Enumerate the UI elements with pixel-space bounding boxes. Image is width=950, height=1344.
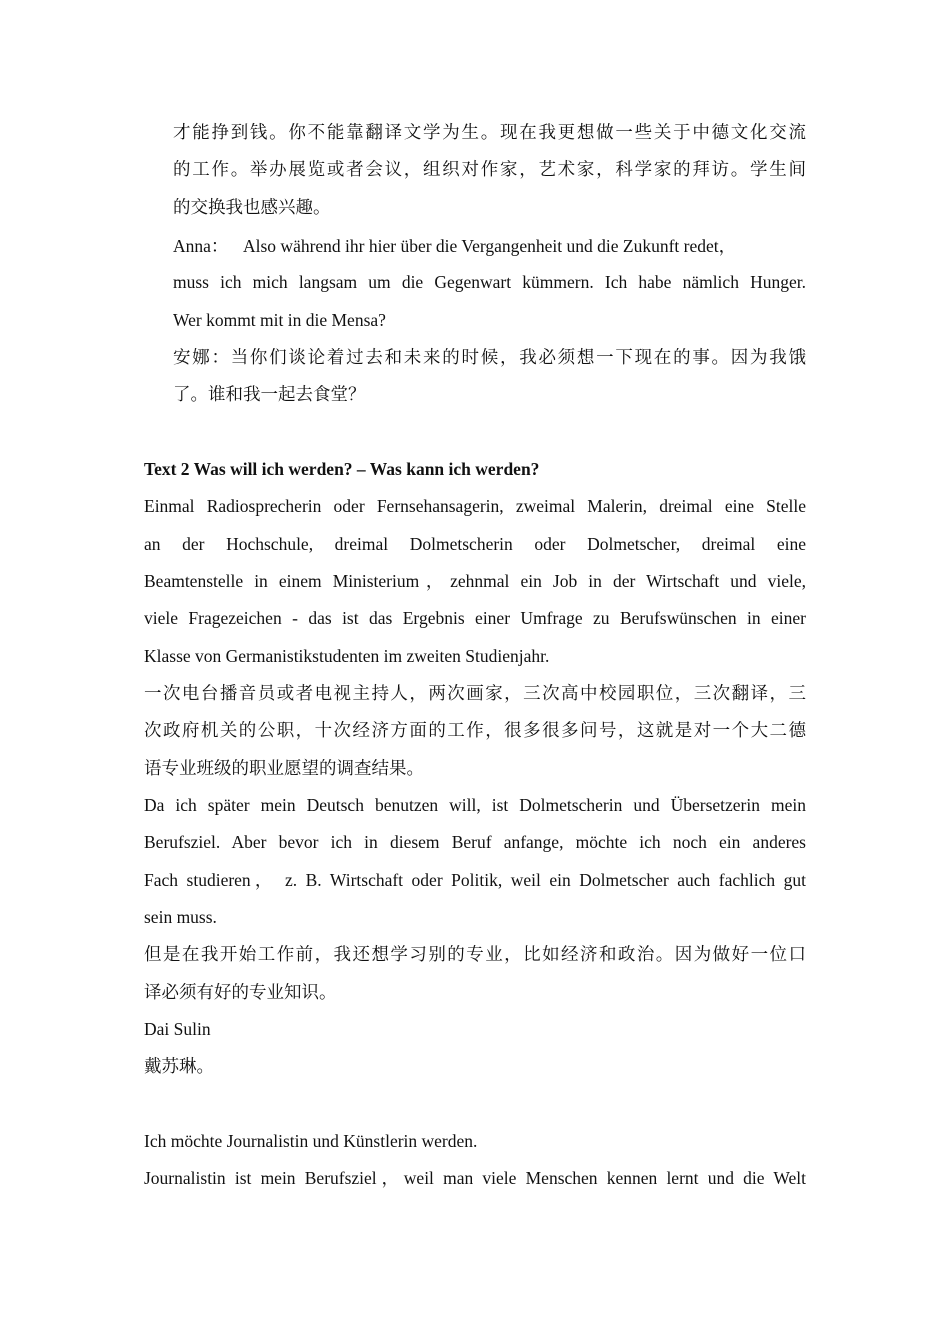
paragraph-line: an der Hochschule, dreimal Dolmetscherin oder Dolmetscher, dreimal eine — [144, 534, 806, 554]
entry-heading: Ich möchte Journalistin und Künstlerin werden. — [144, 1131, 478, 1151]
paragraph-line: viele Fragezeichen - das ist das Ergebnis einer Umfrage zu Berufswünschen in einer — [144, 608, 806, 628]
anna-german-line: Wer kommt mit in die Mensa? — [173, 310, 386, 330]
anna-chinese-line: 安娜：当你们谈论着过去和未来的时候，我必须想一下现在的事。因为我饿 — [173, 347, 806, 367]
paragraph-line: Da ich später mein Deutsch benutzen will, ist Dolmetscherin und Übersetzerin mein — [144, 795, 806, 815]
paragraph-line: Einmal Radiosprecherin oder Fernsehansagerin, zweimal Malerin, dreimal eine Stelle — [144, 496, 806, 516]
section-heading: Text 2 Was will ich werden? – Was kann ich werden? — [144, 459, 540, 479]
anna-chinese-line: 了。谁和我一起去食堂？ — [173, 384, 366, 404]
paragraph-line: 次政府机关的公职，十次经济方面的工作，很多很多问号，这就是对一个大二德 — [144, 720, 806, 740]
paragraph-line: 译必须有好的专业知识。 — [144, 982, 337, 1002]
paragraph-line: 一次电台播音员或者电视主持人，两次画家，三次高中校园职位，三次翻译，三 — [144, 683, 806, 703]
speaker-label: Anna： — [173, 236, 229, 256]
paragraph-line: Beamtenstelle in einem Ministerium，zehnmal ein Job in der Wirtschaft und viele, — [144, 571, 806, 591]
paragraph-line: sein muss. — [144, 907, 217, 927]
anna-german-line: muss ich mich langsam um die Gegenwart kümmern. Ich habe nämlich Hunger. — [173, 272, 806, 292]
paragraph-line: Journalistin ist mein Berufsziel，weil man viele Menschen kennen lernt und die Welt — [144, 1168, 806, 1188]
paragraph-line: Fach studieren， z. B. Wirtschaft oder Politik, weil ein Dolmetscher auch fachlich gut — [144, 870, 806, 890]
dialog-line: 的工作。举办展览或者会议，组织对作家，艺术家，科学家的拜访。学生间 — [173, 159, 806, 179]
author-name: Dai Sulin — [144, 1019, 211, 1039]
dialog-line: 的交换我也感兴趣。 — [173, 197, 331, 217]
paragraph-line: Berufsziel. Aber bevor ich in diesem Beruf anfange, möchte ich noch ein anderes — [144, 832, 806, 852]
paragraph-line: 但是在我开始工作前，我还想学习别的专业，比如经济和政治。因为做好一位口 — [144, 944, 806, 964]
paragraph-line: 语专业班级的职业愿望的调查结果。 — [144, 758, 424, 778]
anna-german-line — [173, 235, 806, 257]
dialog-line: 才能挣到钱。你不能靠翻译文学为生。现在我更想做一些关于中德文化交流 — [173, 122, 806, 142]
anna-german-text: Also während ihr hier über die Vergangenheit und die Zukunft redet， — [243, 236, 737, 256]
paragraph-line: Klasse von Germanistikstudenten im zweiten Studienjahr. — [144, 646, 550, 666]
author-name-chinese: 戴苏琳。 — [144, 1056, 214, 1076]
